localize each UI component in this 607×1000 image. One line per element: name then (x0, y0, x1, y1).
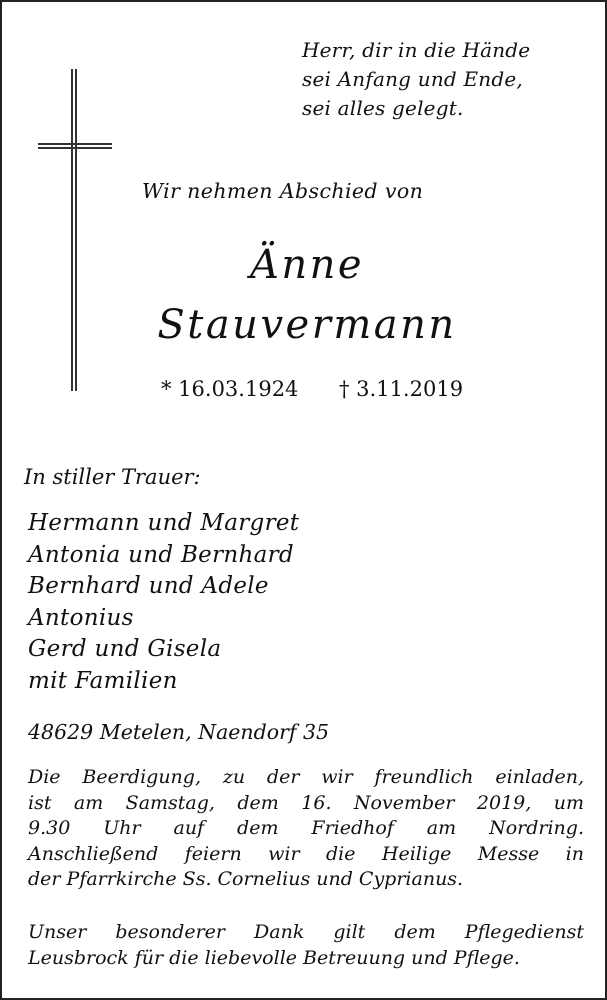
funeral-line: der Pfarrkirche Ss. Cornelius und Cyprianus. (28, 868, 464, 890)
mourning-heading: In stiller Trauer: (24, 465, 201, 489)
deceased-last-name: Stauvermann (157, 302, 457, 348)
cross-icon (38, 69, 112, 391)
funeral-line: 9.30 Uhr auf dem Friedhof am Nordring. (28, 817, 584, 839)
cross-vertical-line-left (71, 69, 73, 391)
deceased-first-name: Änne (249, 242, 365, 288)
mourner-name: Bernhard und Adele (28, 573, 269, 599)
funeral-line: Anschließend feiern wir die Heilige Messe in (28, 842, 584, 865)
thanks-line: Leusbrock für die liebevolle Betreuung und Pflege. (28, 946, 520, 969)
funeral-announcement (28, 765, 584, 893)
cross-horizontal-line-top (38, 143, 112, 145)
birth-date: * 16.03.1924 (161, 377, 299, 401)
bible-verse: Herr, dir in die Hände sei Anfang und Ende, sei alles gelegt. (302, 38, 531, 120)
cross-horizontal-line-bottom (38, 147, 112, 149)
funeral-line: Die Beerdigung, zu der wir freundlich einladen, (28, 766, 584, 788)
mourners-list (28, 508, 299, 697)
mourner-name: Hermann und Margret (28, 510, 300, 536)
death-date: † 3.11.2019 (339, 377, 464, 401)
thanks-note (28, 920, 584, 971)
thanks-line: Unser besonderer Dank gilt dem Pflegedienst (28, 921, 584, 943)
mourner-name: Antonius (28, 604, 134, 631)
family-address: 48629 Metelen, Naendorf 35 (28, 720, 330, 744)
mourner-name: mit Familien (28, 667, 178, 694)
farewell-intro: Wir nehmen Abschied von (142, 179, 424, 203)
mourner-name: Antonia und Bernhard (28, 541, 294, 568)
cross-vertical-line-right (75, 69, 77, 391)
funeral-line: ist am Samstag, dem 16. November 2019, um (28, 791, 584, 814)
mourner-name: Gerd und Gisela (28, 636, 222, 662)
